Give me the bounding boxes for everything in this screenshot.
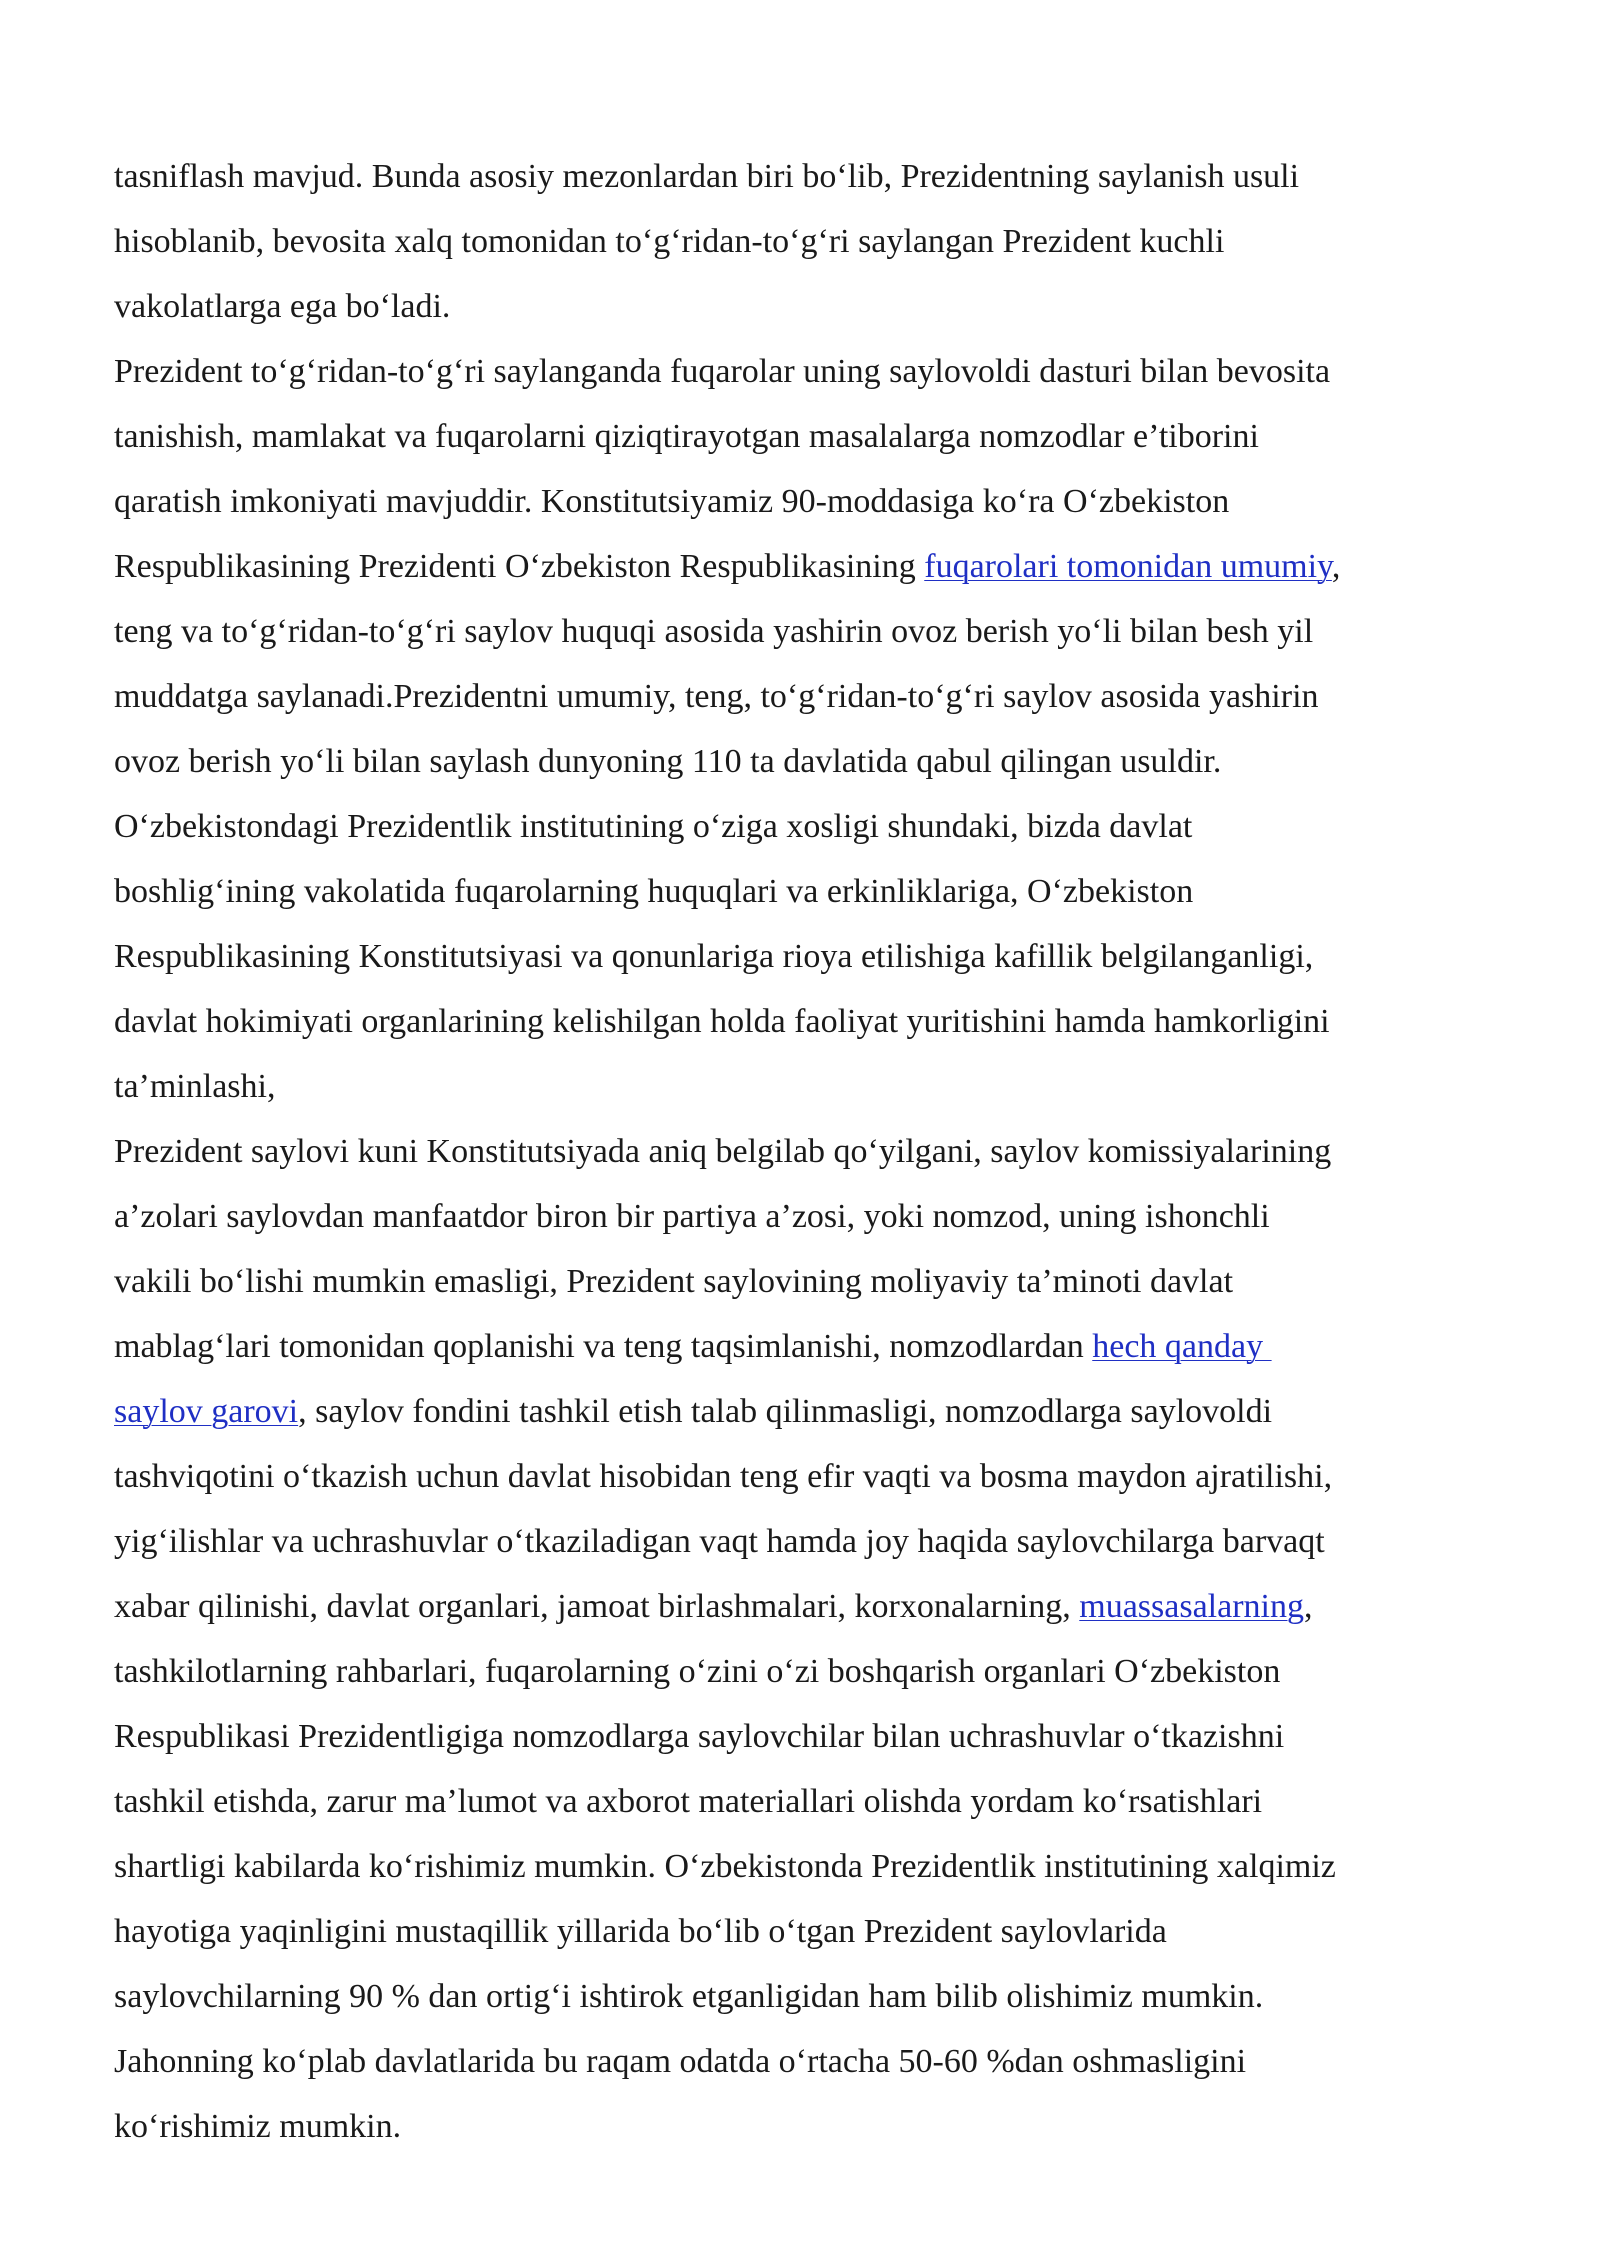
text-segment: vakili boʻlishi mumkin emasligi, Prezident saylovining moliyaviy ta’minoti davlat xyxy=(114,1263,1234,1300)
text-line xyxy=(114,1769,1494,1834)
text-line xyxy=(114,144,1494,209)
text-line xyxy=(114,1379,1494,1444)
text-segment: ovoz berish yoʻli bilan saylash dunyoning 110 ta davlatida qabul qilingan usuldir. xyxy=(114,743,1222,780)
text-segment: hayotiga yaqinligini mustaqillik yillarida boʻlib oʻtgan Prezident saylovlarida xyxy=(114,1913,1167,1950)
hyperlink[interactable]: muassasalarning xyxy=(1079,1588,1304,1625)
hyperlink[interactable]: hech qanday xyxy=(1092,1328,1272,1365)
text-line xyxy=(114,2094,1494,2159)
text-line xyxy=(114,339,1494,404)
text-line xyxy=(114,729,1494,794)
text-segment: vakolatlarga ega boʻladi. xyxy=(114,288,451,325)
text-segment: Prezident toʻgʻridan-toʻgʻri saylanganda fuqarolar uning saylovoldi dasturi bilan bevosita xyxy=(114,353,1331,390)
text-line xyxy=(114,1704,1494,1769)
text-line xyxy=(114,1314,1494,1379)
text-line xyxy=(114,1444,1494,1509)
text-line xyxy=(114,1964,1494,2029)
text-segment: teng va toʻgʻridan-toʻgʻri saylov huquqi asosida yashirin ovoz berish yoʻli bilan besh yil xyxy=(114,613,1314,650)
text-segment: mablagʻlari tomonidan qoplanishi va teng taqsimlanishi, nomzodlardan xyxy=(114,1328,1093,1365)
text-segment: Respublikasining Konstitutsiyasi va qonunlariga rioya etilishiga kafillik belgilanganligi, xyxy=(114,938,1314,975)
text-segment: ta’minlashi, xyxy=(114,1068,276,1105)
text-segment: qaratish imkoniyati mavjuddir. Konstitutsiyamiz 90-moddasiga koʻra Oʻzbekiston xyxy=(114,483,1230,520)
text-segment: yigʻilishlar va uchrashuvlar oʻtkaziladigan vaqt hamda joy haqida saylovchilarga barvaqt xyxy=(114,1523,1325,1560)
text-segment: koʻrishimiz mumkin. xyxy=(114,2108,402,2145)
text-segment: tashkil etishda, zarur ma’lumot va axborot materiallari olishda yordam koʻrsatishlari xyxy=(114,1783,1263,1820)
text-line xyxy=(114,1574,1494,1639)
text-segment: Respublikasining Prezidenti Oʻzbekiston Respublikasining xyxy=(114,548,925,585)
text-segment: a’zolari saylovdan manfaatdor biron bir partiya a’zosi, yoki nomzod, uning ishonchli xyxy=(114,1198,1270,1235)
text-segment: saylovchilarning 90 % dan ortigʻi ishtirok etganligidan ham bilib olishimiz mumkin. xyxy=(114,1978,1264,2015)
text-segment: Prezident saylovi kuni Konstitutsiyada aniq belgilab qoʻyilgani, saylov komissiyalarining xyxy=(114,1133,1332,1170)
text-line xyxy=(114,1509,1494,1574)
text-segment: , xyxy=(1303,1588,1313,1625)
document-body xyxy=(114,144,1494,2159)
text-line xyxy=(114,599,1494,664)
text-line xyxy=(114,924,1494,989)
text-line xyxy=(114,404,1494,469)
text-line xyxy=(114,534,1494,599)
text-line xyxy=(114,1834,1494,1899)
text-line xyxy=(114,859,1494,924)
hyperlink[interactable]: saylov garovi xyxy=(114,1393,299,1430)
text-line xyxy=(114,274,1494,339)
text-line xyxy=(114,469,1494,534)
text-segment: hisoblanib, bevosita xalq tomonidan toʻgʻridan-toʻgʻri saylangan Prezident kuchli xyxy=(114,223,1225,260)
text-segment: Respublikasi Prezidentligiga nomzodlarga saylovchilar bilan uchrashuvlar oʻtkazishni xyxy=(114,1718,1285,1755)
text-segment: tasniflash mavjud. Bunda asosiy mezonlardan biri boʻlib, Prezidentning saylanish usuli xyxy=(114,158,1300,195)
text-line xyxy=(114,1899,1494,1964)
text-segment: tanishish, mamlakat va fuqarolarni qiziqtirayotgan masalalarga nomzodlar e’tiborini xyxy=(114,418,1259,455)
text-segment: davlat hokimiyati organlarining kelishilgan holda faoliyat yuritishini hamda hamkorligini xyxy=(114,1003,1330,1040)
text-segment: , xyxy=(1331,548,1341,585)
text-line xyxy=(114,1119,1494,1184)
text-segment: shartligi kabilarda koʻrishimiz mumkin. Oʻzbekistonda Prezidentlik institutining xalqimiz xyxy=(114,1848,1336,1885)
text-line xyxy=(114,664,1494,729)
text-segment: Jahonning koʻplab davlatlarida bu raqam odatda oʻrtacha 50-60 %dan oshmasligini xyxy=(114,2043,1247,2080)
text-segment: muddatga saylanadi.Prezidentni umumiy, teng, toʻgʻridan-toʻgʻri saylov asosida yashirin xyxy=(114,678,1319,715)
text-line xyxy=(114,1054,1494,1119)
text-line xyxy=(114,1639,1494,1704)
text-segment: boshligʻining vakolatida fuqarolarning huquqlari va erkinliklariga, Oʻzbekiston xyxy=(114,873,1194,910)
text-line xyxy=(114,209,1494,274)
text-line xyxy=(114,989,1494,1054)
text-segment: tashviqotini oʻtkazish uchun davlat hisobidan teng efir vaqti va bosma maydon ajratilishi, xyxy=(114,1458,1333,1495)
text-segment: xabar qilinishi, davlat organlari, jamoat birlashmalari, korxonalarning, xyxy=(114,1588,1080,1625)
text-line xyxy=(114,2029,1494,2094)
text-line xyxy=(114,794,1494,859)
text-line xyxy=(114,1184,1494,1249)
hyperlink[interactable]: fuqarolari tomonidan umumiy xyxy=(924,548,1332,585)
text-segment: , saylov fondini tashkil etish talab qilinmasligi, nomzodlarga saylovoldi xyxy=(298,1393,1273,1430)
text-segment: Oʻzbekistondagi Prezidentlik institutining oʻziga xosligi shundaki, bizda davlat xyxy=(114,808,1193,845)
text-segment: tashkilotlarning rahbarlari, fuqarolarning oʻzini oʻzi boshqarish organlari Oʻzbekiston xyxy=(114,1653,1281,1690)
text-line xyxy=(114,1249,1494,1314)
